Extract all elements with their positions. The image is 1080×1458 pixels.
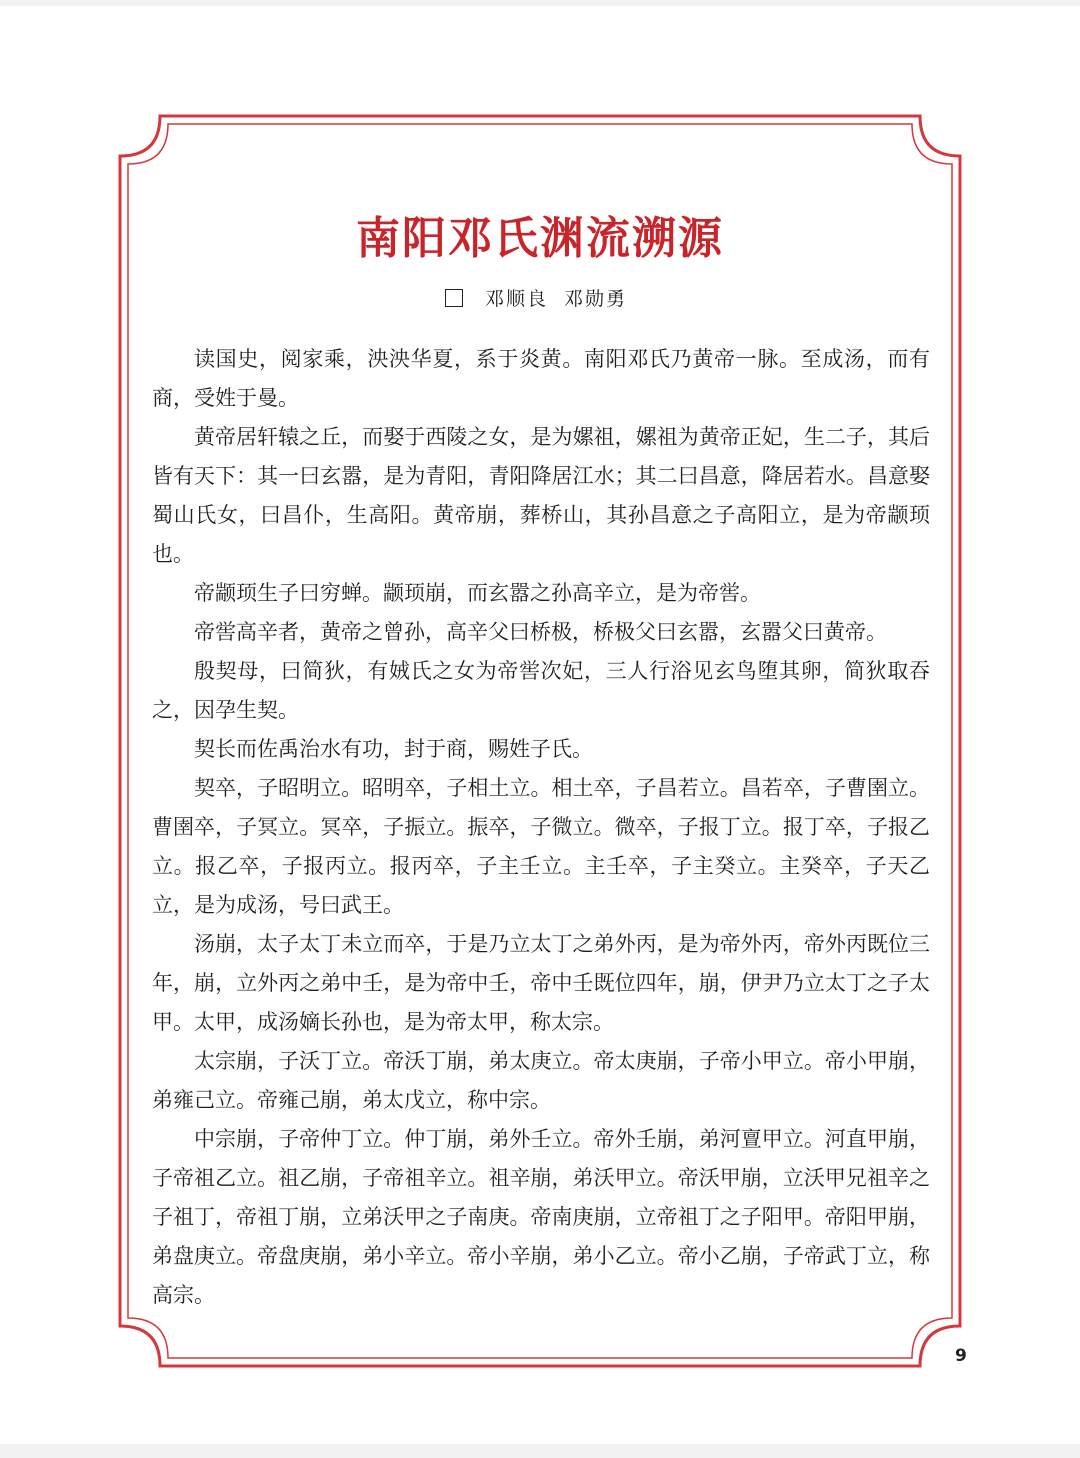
- paragraph: 契长而佐禹治水有功，封于商，赐姓子氏。: [194, 737, 593, 761]
- paragraph: 契卒，子昭明立。昭明卒，子相土立。相土卒，子昌若立。昌若卒，子曹圉立。曹圉卒，子冥立。冥卒，子振立。振卒，子微立。微卒，子报丁立。报丁卒，子报乙立。报乙卒，子报丙立。报丙卒，子主壬立。主壬卒，子主癸立。主癸卒，子天乙立，是为成汤，号曰武王。: [152, 776, 930, 917]
- article-body: [152, 340, 930, 1315]
- page-number: 9: [955, 1346, 967, 1366]
- author-name: 邓顺良: [484, 288, 548, 310]
- paragraph: 殷契母，曰简狄，有娀氏之女为帝喾次妃，三人行浴见玄鸟堕其卵，简狄取吞之，因孕生契。: [152, 659, 930, 722]
- paragraph: 帝颛顼生子曰穷蝉。颛顼崩，而玄嚣之孙高辛立，是为帝喾。: [194, 581, 761, 605]
- paragraph: 黄帝居轩辕之丘，而娶于西陵之女，是为嫘祖，嫘祖为黄帝正妃，生二子，其后皆有天下：其一曰玄嚣，是为青阳，青阳降居江水；其二曰昌意，降居若水。昌意娶蜀山氏女，曰昌仆，生高阳。黄帝崩，葬桥山，其孙昌意之子高阳立，是为帝颛顼也。: [152, 425, 930, 566]
- byline: [0, 284, 1080, 311]
- paragraph: 太宗崩，子沃丁立。帝沃丁崩，弟太庚立。帝太庚崩，子帝小甲立。帝小甲崩，弟雍己立。帝雍己崩，弟太戊立，称中宗。: [152, 1049, 930, 1112]
- author-name: 邓勋勇: [564, 288, 628, 310]
- paragraph: 读国史，阅家乘，泱泱华夏，系于炎黄。南阳邓氏乃黄帝一脉。至成汤，而有商，受姓于曼。: [152, 347, 930, 410]
- square-icon: [445, 289, 463, 307]
- paragraph: 帝喾高辛者，黄帝之曾孙，高辛父曰桥极，桥极父曰玄嚣，玄嚣父曰黄帝。: [194, 620, 887, 644]
- paragraph: 中宗崩，子帝仲丁立。仲丁崩，弟外壬立。帝外壬崩，弟河亶甲立。河直甲崩，子帝祖乙立。祖乙崩，子帝祖辛立。祖辛崩，弟沃甲立。帝沃甲崩，立沃甲兄祖辛之子祖丁，帝祖丁崩，立弟沃甲之子南庚。帝南庚崩，立帝祖丁之子阳甲。帝阳甲崩，弟盘庚立。帝盘庚崩，弟小辛立。帝小辛崩，弟小乙立。帝小乙崩，子帝武丁立，称高宗。: [152, 1127, 930, 1307]
- article-title: 南阳邓氏渊流溯源: [356, 213, 724, 264]
- paragraph: 汤崩，太子太丁未立而卒，于是乃立太丁之弟外丙，是为帝外丙，帝外丙既位三年，崩，立外丙之弟中壬，是为帝中壬，帝中壬既位四年，崩，伊尹乃立太丁之子太甲。太甲，成汤嫡长孙也，是为帝太甲，称太宗。: [152, 932, 930, 1034]
- document-page: [0, 6, 1080, 1444]
